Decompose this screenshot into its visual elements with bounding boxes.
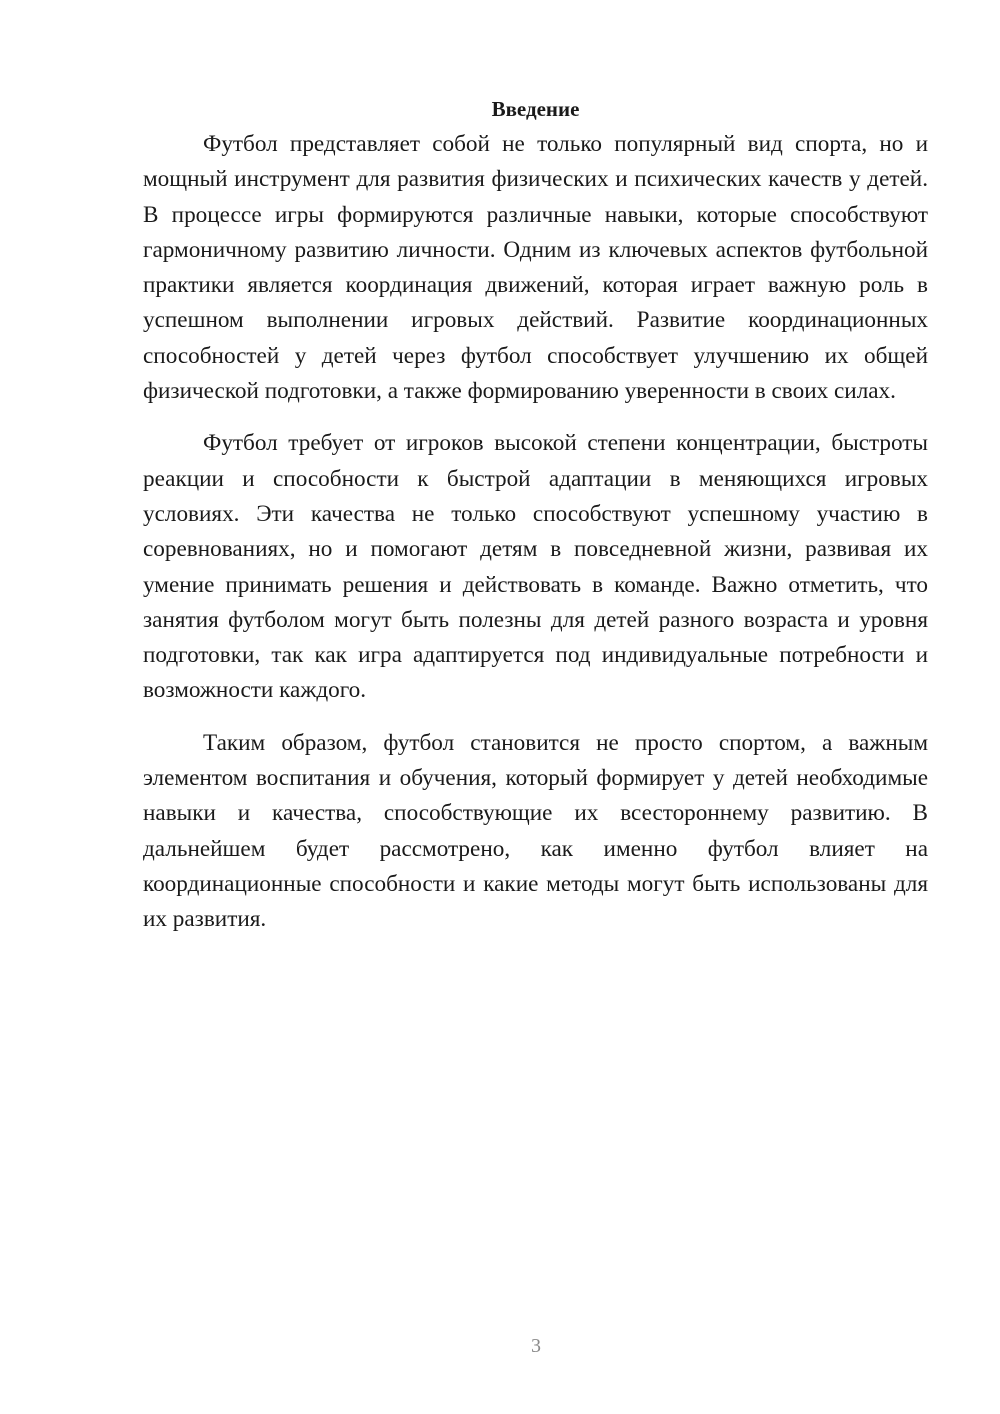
section-title: Введение (491, 97, 580, 121)
paragraph-2: Футбол требует от игроков высокой степени концентрации, быстроты реакции и способности к быстрой адаптации в меняющихся игровых условиях. Эти качества не только способствуют успешному участию в соревнованиях, но и помогают детям в повседневной жизни, развивая их умение принимать решения и действовать в команде. Важно отметить, что занятия футболом могут быть полезны для детей разного возраста и уровня подготовки, так как игра адаптируется под индивидуальные потребности и возможности каждого. (143, 430, 928, 704)
paragraph-1: Футбол представляет собой не только популярный вид спорта, но и мощный инструмент для развития физических и психических качеств у детей. В процессе игры формируются различные навыки, которые способствуют гармоничному развитию личности. Одним из ключевых аспектов футбольной практики является координация движений, которая играет важную роль в успешном выполнении игровых действий. Развитие координационных способностей у детей через футбол способствует улучшению их общей физической подготовки, а также формированию уверенности в своих силах. (143, 131, 928, 405)
paragraph-3: Таким образом, футбол становится не просто спортом, а важным элементом воспитания и обучения, который формирует у детей необходимые навыки и качества, способствующие их всестороннему развитию. В дальнейшем будет рассмотрено, как именно футбол влияет на координационные способности и какие методы могут быть использованы для их развития. (143, 729, 928, 933)
page-content (143, 92, 928, 938)
page-number: 3 (531, 1335, 541, 1357)
